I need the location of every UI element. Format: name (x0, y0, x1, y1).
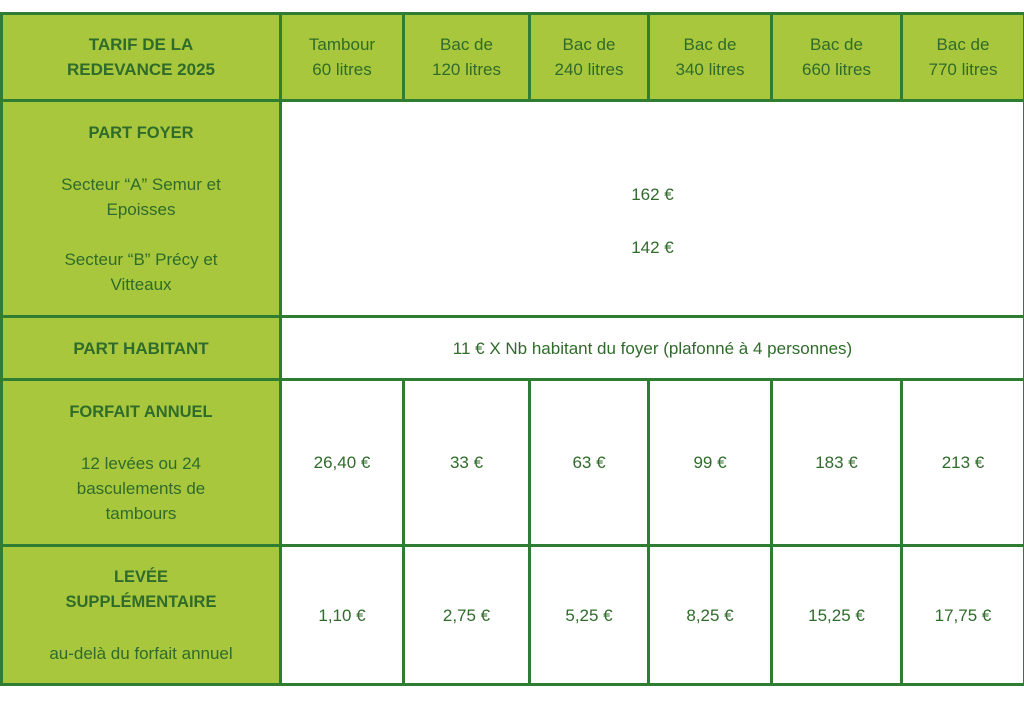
column-header-line2: 340 litres (675, 60, 745, 79)
levee-value-bac-340: 8,25 € (649, 546, 772, 685)
sector-b-label-line1: Secteur “B” Précy et (64, 249, 218, 269)
forfait-value-tambour-60: 26,40 € (281, 380, 404, 546)
column-header-line1: Bac de (683, 35, 737, 54)
part-habitant-row (2, 317, 1024, 380)
column-header-line2: 660 litres (802, 60, 871, 79)
sector-a-label-line2: Epoisses (106, 199, 176, 219)
column-header-line2: 770 litres (928, 60, 998, 79)
column-header-bac-340 (649, 14, 772, 101)
forfait-value-bac-120: 33 € (404, 380, 530, 546)
sector-b-value: 142 € (631, 237, 674, 257)
column-header-line1: Tambour (308, 35, 376, 54)
levee-supplementaire-desc: au-delà du forfait annuel (49, 643, 233, 663)
column-header-line2: 120 litres (432, 60, 501, 79)
levee-value-bac-660: 15,25 € (772, 546, 902, 685)
part-foyer-label-cell (2, 101, 281, 317)
levee-value-bac-240: 5,25 € (530, 546, 649, 685)
part-foyer-row (2, 101, 1024, 317)
header-row (2, 14, 1024, 101)
table-title-line1: TARIF DE LA (88, 35, 194, 54)
forfait-annuel-desc-line3: tambours (105, 503, 177, 523)
part-habitant-value: 11 € X Nb habitant du foyer (plafonné à 4 personnes) (281, 317, 1024, 380)
column-header-line1: Bac de (440, 35, 493, 54)
column-header-line1: Bac de (936, 35, 990, 54)
forfait-annuel-label-cell (2, 380, 281, 546)
column-header-line2: 60 litres (312, 60, 372, 79)
levee-supplementaire-label-line1: LEVÉE (113, 567, 169, 586)
table-title-line2: REDEVANCE 2025 (66, 60, 216, 79)
levee-value-tambour-60: 1,10 € (281, 546, 404, 685)
levee-value-bac-120: 2,75 € (404, 546, 530, 685)
levee-supplementaire-label-cell (2, 546, 281, 685)
part-foyer-label: PART FOYER (88, 123, 194, 142)
sector-a-label-line1: Secteur “A” Semur et (61, 174, 221, 194)
forfait-annuel-label: FORFAIT ANNUEL (69, 402, 213, 421)
table-title (2, 14, 281, 101)
column-header-line2: 240 litres (554, 60, 624, 79)
tariff-table (0, 12, 1024, 686)
sector-a-value: 162 € (631, 184, 674, 204)
tariff-table-wrapper (0, 12, 1023, 686)
column-header-line1: Bac de (562, 35, 616, 54)
column-header-line1: Bac de (810, 35, 863, 54)
column-header-bac-660 (772, 14, 902, 101)
forfait-value-bac-660: 183 € (772, 380, 902, 546)
column-header-bac-240 (530, 14, 649, 101)
forfait-value-bac-340: 99 € (649, 380, 772, 546)
levee-supplementaire-row (2, 546, 1024, 685)
levee-supplementaire-label-line2: SUPPLÉMENTAIRE (65, 592, 217, 611)
forfait-value-bac-770: 213 € (902, 380, 1024, 546)
levee-value-bac-770: 17,75 € (902, 546, 1024, 685)
column-header-bac-120 (404, 14, 530, 101)
column-header-bac-770 (902, 14, 1024, 101)
column-header-tambour-60 (281, 14, 404, 101)
sector-b-label-line2: Vitteaux (110, 274, 172, 294)
forfait-annuel-desc-line2: basculements de (76, 478, 206, 498)
forfait-annuel-desc-line1: 12 levées ou 24 (80, 453, 202, 473)
forfait-annuel-row (2, 380, 1024, 546)
forfait-value-bac-240: 63 € (530, 380, 649, 546)
part-habitant-label: PART HABITANT (2, 317, 281, 380)
part-foyer-values-cell (281, 101, 1024, 317)
